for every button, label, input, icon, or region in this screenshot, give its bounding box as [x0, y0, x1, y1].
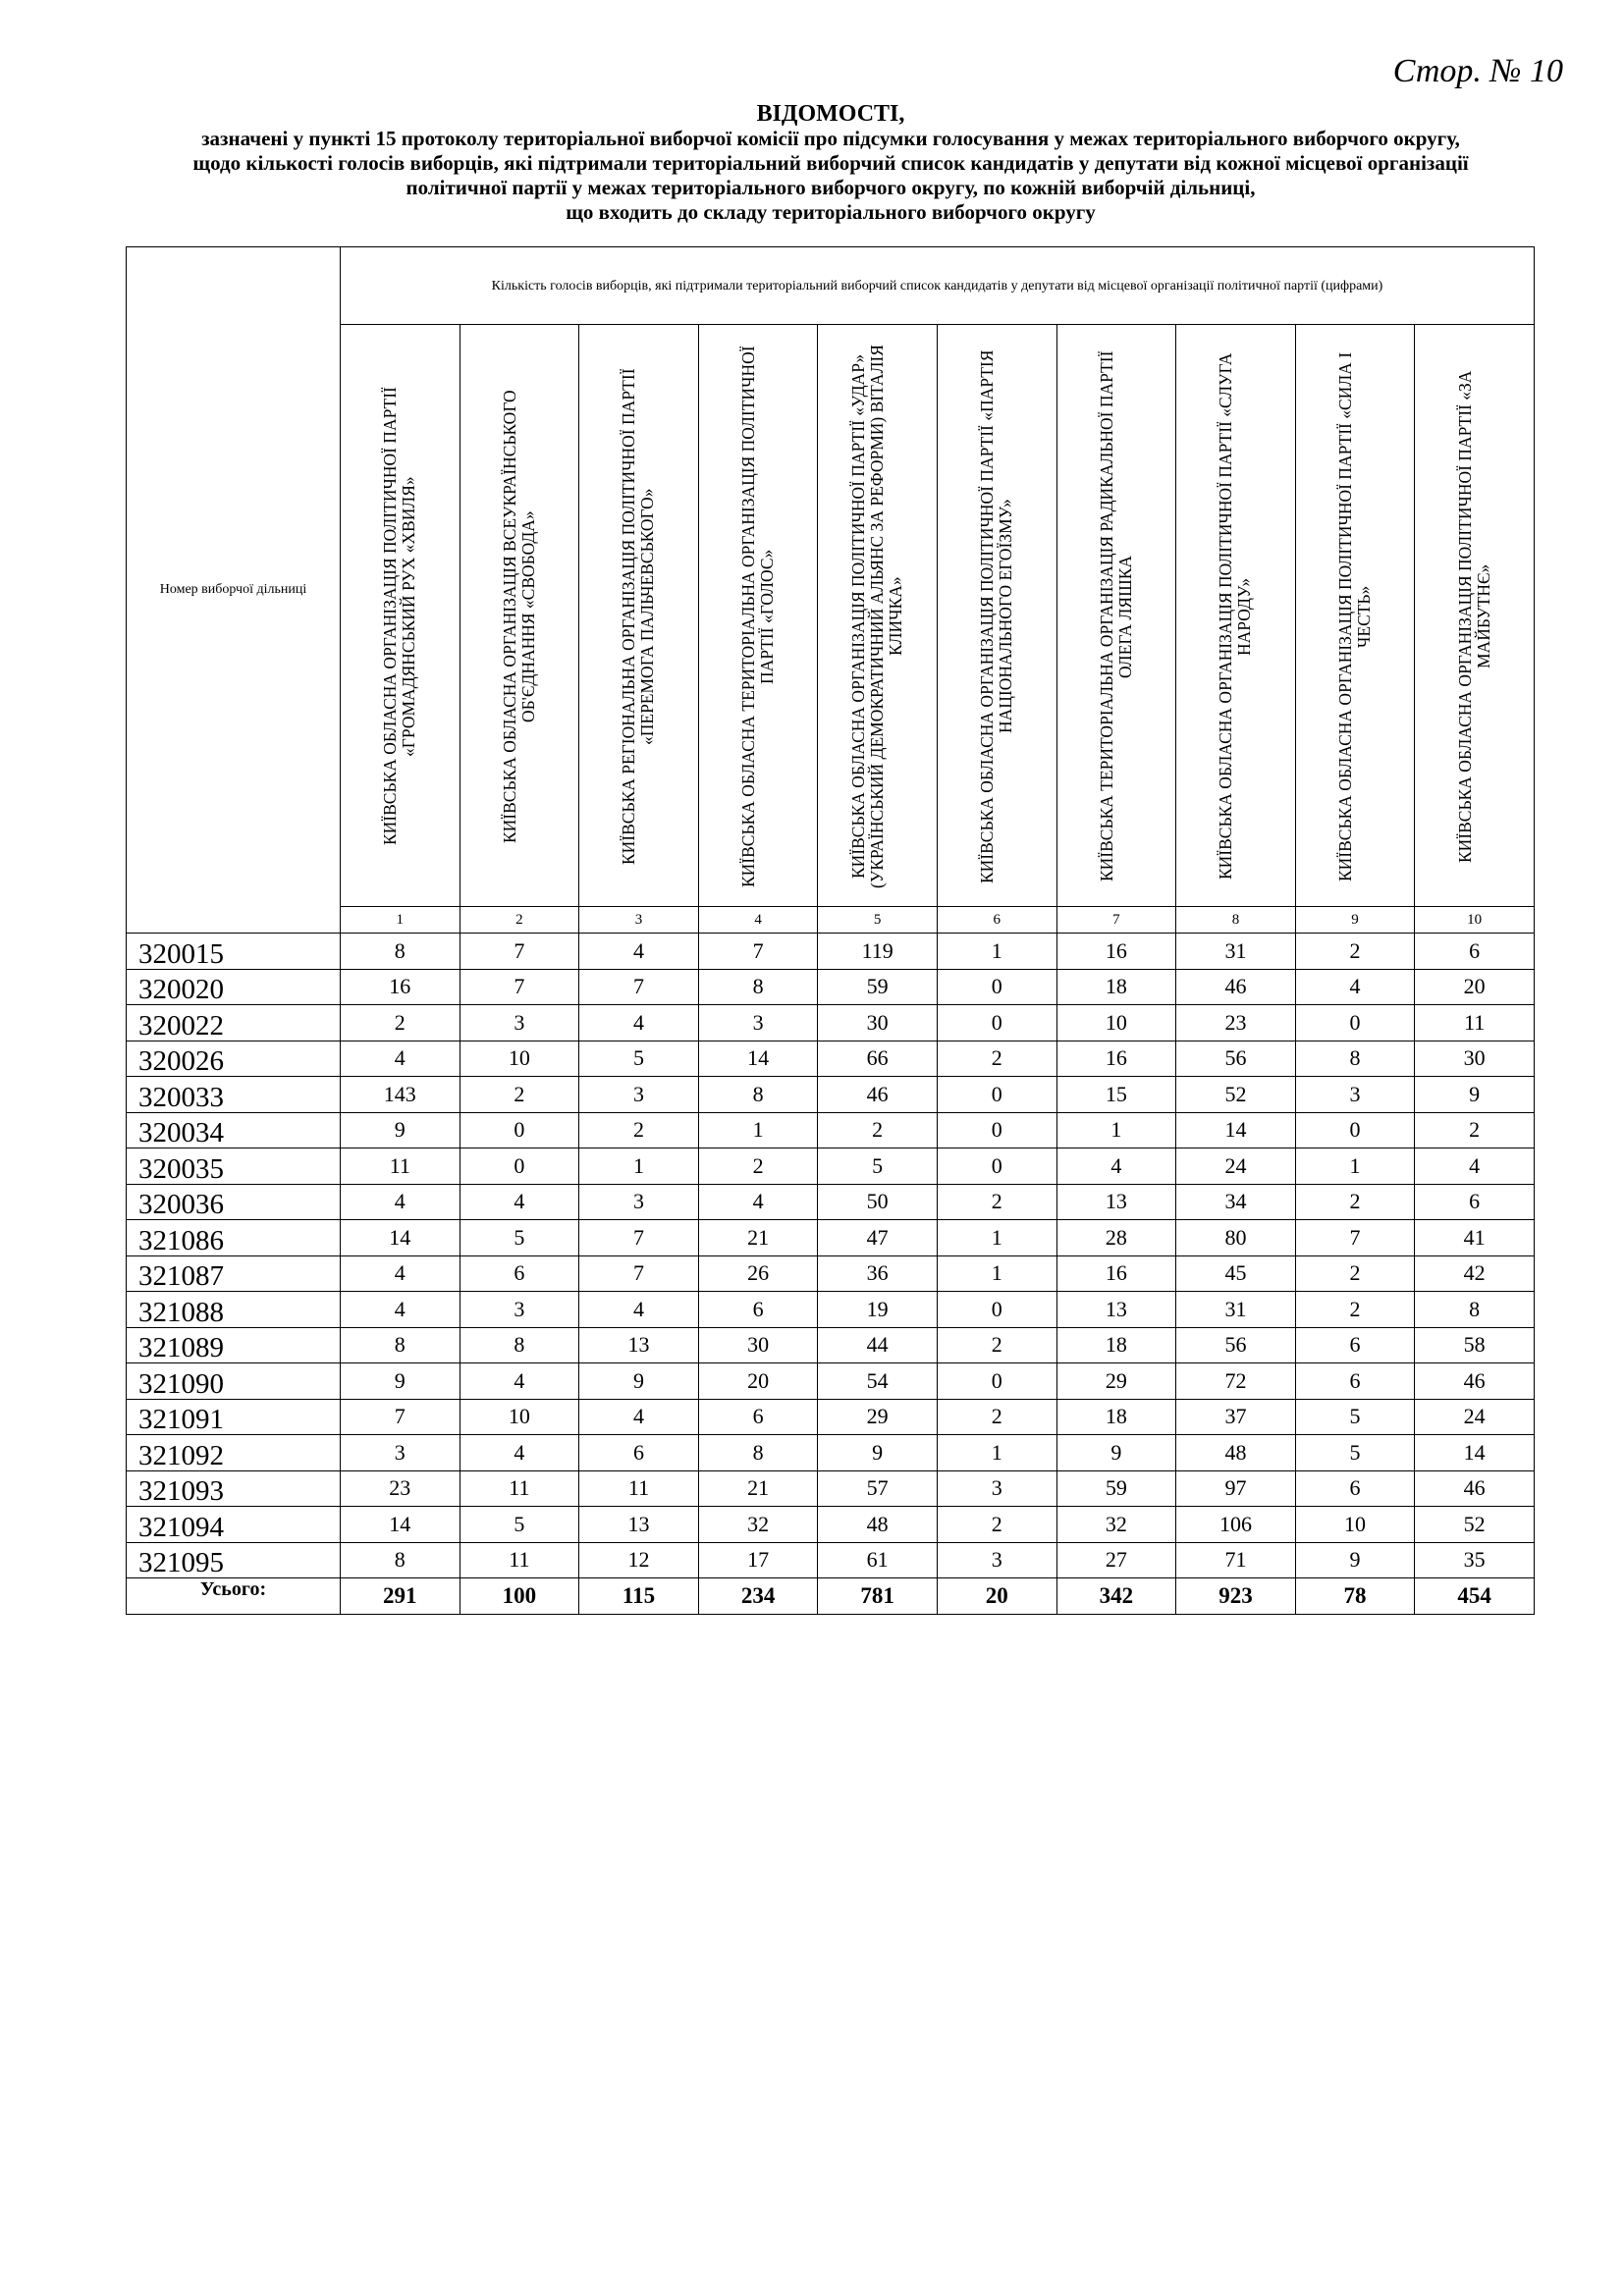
table-row — [127, 1363, 1535, 1400]
vote-count-cell: 2 — [937, 1507, 1056, 1543]
vote-count-cell: 16 — [1056, 1255, 1176, 1292]
vote-count-cell: 16 — [1056, 1041, 1176, 1077]
vote-count-cell: 97 — [1176, 1470, 1296, 1507]
vote-count-cell: 14 — [698, 1041, 818, 1077]
vote-count-cell: 30 — [698, 1327, 818, 1363]
vote-count-cell: 4 — [1056, 1148, 1176, 1185]
vote-count-cell: 8 — [1415, 1292, 1535, 1328]
vote-count-cell: 7 — [460, 969, 579, 1005]
document-subtitle-line: політичної партії у межах територіального виборчого округу, по кожній виборчій дільниці, — [406, 176, 1256, 199]
party-name: КИЇВСЬКА ОБЛАСНА ОРГАНІЗАЦІЯ ПОЛІТИЧНОЇ ПАРТІЇ «СЛУГА НАРОДУ» — [1216, 352, 1255, 881]
vote-count-cell: 35 — [1415, 1542, 1535, 1578]
vote-count-cell: 24 — [1415, 1399, 1535, 1435]
station-header: Номер виборчої дільниці — [127, 247, 341, 934]
total-cell: 234 — [698, 1578, 818, 1615]
vote-count-cell: 5 — [1295, 1435, 1415, 1471]
column-number: 6 — [937, 907, 1056, 934]
vote-count-cell: 46 — [1415, 1363, 1535, 1400]
vote-count-cell: 7 — [579, 1220, 699, 1256]
vote-count-cell: 4 — [460, 1184, 579, 1220]
vote-count-cell: 11 — [579, 1470, 699, 1507]
vote-count-cell: 46 — [818, 1077, 938, 1113]
vote-count-cell: 0 — [460, 1148, 579, 1185]
vote-count-cell: 57 — [818, 1470, 938, 1507]
vote-count-cell: 1 — [1295, 1148, 1415, 1185]
total-cell: 342 — [1056, 1578, 1176, 1615]
vote-count-cell: 11 — [460, 1542, 579, 1578]
table-row — [127, 1399, 1535, 1435]
table-row — [127, 1148, 1535, 1185]
vote-count-cell: 34 — [1176, 1184, 1296, 1220]
vote-count-cell: 4 — [460, 1435, 579, 1471]
vote-count-cell: 11 — [460, 1470, 579, 1507]
vote-count-cell: 2 — [341, 1005, 460, 1041]
vote-count-cell: 1 — [937, 1255, 1056, 1292]
vote-count-cell: 8 — [341, 1542, 460, 1578]
station-number: 321088 — [127, 1292, 341, 1328]
vote-count-cell: 13 — [579, 1507, 699, 1543]
vote-count-cell: 8 — [698, 1435, 818, 1471]
vote-count-cell: 27 — [1056, 1542, 1176, 1578]
vote-count-cell: 3 — [937, 1542, 1056, 1578]
vote-count-cell: 10 — [460, 1041, 579, 1077]
vote-count-cell: 4 — [341, 1041, 460, 1077]
total-label: Усього: — [127, 1578, 341, 1615]
column-number: 8 — [1176, 907, 1296, 934]
vote-count-cell: 10 — [460, 1399, 579, 1435]
total-cell: 923 — [1176, 1578, 1296, 1615]
total-cell: 781 — [818, 1578, 938, 1615]
party-header-cell — [1295, 325, 1415, 907]
vote-count-cell: 7 — [579, 969, 699, 1005]
vote-count-cell: 59 — [818, 969, 938, 1005]
vote-count-cell: 56 — [1176, 1327, 1296, 1363]
vote-count-cell: 61 — [818, 1542, 938, 1578]
vote-count-cell: 0 — [937, 1363, 1056, 1400]
table-row — [127, 1184, 1535, 1220]
vote-count-cell: 36 — [818, 1255, 938, 1292]
vote-count-cell: 29 — [1056, 1363, 1176, 1400]
station-number: 321089 — [127, 1327, 341, 1363]
vote-count-cell: 52 — [1176, 1077, 1296, 1113]
party-name: КИЇВСЬКА ОБЛАСНА ОРГАНІЗАЦІЯ ПОЛІТИЧНОЇ ПАРТІЇ «СИЛА І ЧЕСТЬ» — [1335, 351, 1375, 881]
vote-count-cell: 6 — [579, 1435, 699, 1471]
party-name: КИЇВСЬКА ОБЛАСНА ТЕРИТОРІАЛЬНА ОРГАНІЗАЦІЯ ПОЛІТИЧНОЇ ПАРТІЇ «ГОЛОС» — [738, 346, 778, 887]
station-number: 320026 — [127, 1041, 341, 1077]
vote-count-cell: 9 — [1295, 1542, 1415, 1578]
vote-count-cell: 72 — [1176, 1363, 1296, 1400]
table-row — [127, 1112, 1535, 1148]
party-name: КИЇВСЬКА РЕГІОНАЛЬНА ОРГАНІЗАЦІЯ ПОЛІТИЧНОЇ ПАРТІЇ «ПЕРЕМОГА ПАЛЬЧЕВСЬКОГО» — [619, 368, 658, 865]
vote-count-cell: 0 — [937, 1148, 1056, 1185]
party-name: КИЇВСЬКА ОБЛАСНА ОРГАНІЗАЦІЯ ПОЛІТИЧНОЇ ПАРТІЇ «ЗА МАЙБУТНЄ» — [1454, 370, 1493, 863]
vote-count-cell: 2 — [937, 1399, 1056, 1435]
station-number: 321090 — [127, 1363, 341, 1400]
vote-count-cell: 37 — [1176, 1399, 1296, 1435]
table-row — [127, 1435, 1535, 1471]
vote-count-cell: 6 — [1415, 1184, 1535, 1220]
vote-count-cell: 3 — [579, 1184, 699, 1220]
vote-count-cell: 48 — [1176, 1435, 1296, 1471]
party-header-cell — [698, 325, 818, 907]
document-header — [88, 102, 1573, 225]
document-subtitle-line: зазначені у пункті 15 протоколу територіальної виборчої комісії про підсумки голосування у межах територіального виборчого округу, — [201, 127, 1460, 150]
vote-count-cell: 54 — [818, 1363, 938, 1400]
vote-count-cell: 6 — [698, 1399, 818, 1435]
total-cell: 100 — [460, 1578, 579, 1615]
vote-count-cell: 32 — [1056, 1507, 1176, 1543]
party-header-cell — [1415, 325, 1535, 907]
vote-count-cell: 3 — [341, 1435, 460, 1471]
vote-count-cell: 7 — [698, 934, 818, 970]
vote-count-cell: 50 — [818, 1184, 938, 1220]
vote-count-cell: 19 — [818, 1292, 938, 1328]
vote-count-cell: 44 — [818, 1327, 938, 1363]
total-cell: 115 — [579, 1578, 699, 1615]
vote-count-cell: 9 — [579, 1363, 699, 1400]
vote-count-cell: 14 — [341, 1220, 460, 1256]
column-number: 2 — [460, 907, 579, 934]
table-row — [127, 1005, 1535, 1041]
vote-count-cell: 6 — [1295, 1363, 1415, 1400]
vote-count-cell: 20 — [698, 1363, 818, 1400]
vote-count-cell: 6 — [1295, 1327, 1415, 1363]
vote-count-cell: 12 — [579, 1542, 699, 1578]
vote-count-cell: 1 — [1056, 1112, 1176, 1148]
vote-count-cell: 10 — [1056, 1005, 1176, 1041]
station-number: 321093 — [127, 1470, 341, 1507]
vote-count-cell: 0 — [937, 1077, 1056, 1113]
vote-count-cell: 10 — [1295, 1507, 1415, 1543]
vote-count-cell: 8 — [341, 1327, 460, 1363]
vote-count-cell: 4 — [341, 1292, 460, 1328]
vote-count-cell: 2 — [1415, 1112, 1535, 1148]
vote-count-cell: 9 — [341, 1112, 460, 1148]
vote-count-cell: 21 — [698, 1470, 818, 1507]
document-subtitle-line: що входить до складу територіального виборчого округу — [566, 200, 1096, 224]
vote-count-cell: 1 — [698, 1112, 818, 1148]
vote-count-cell: 2 — [1295, 1255, 1415, 1292]
vote-count-cell: 0 — [937, 1005, 1056, 1041]
vote-count-cell: 16 — [341, 969, 460, 1005]
vote-count-cell: 0 — [937, 1112, 1056, 1148]
totals-row — [127, 1578, 1535, 1615]
vote-count-cell: 5 — [1295, 1399, 1415, 1435]
column-number: 10 — [1415, 907, 1535, 934]
vote-count-cell: 52 — [1415, 1507, 1535, 1543]
vote-count-cell: 2 — [1295, 1184, 1415, 1220]
vote-count-cell: 143 — [341, 1077, 460, 1113]
vote-count-cell: 3 — [698, 1005, 818, 1041]
table-row — [127, 1470, 1535, 1507]
vote-count-cell: 8 — [341, 934, 460, 970]
vote-count-cell: 9 — [1415, 1077, 1535, 1113]
vote-count-cell: 23 — [341, 1470, 460, 1507]
vote-count-cell: 2 — [818, 1112, 938, 1148]
table-row — [127, 1542, 1535, 1578]
vote-count-cell: 4 — [1295, 969, 1415, 1005]
party-header-cell — [937, 325, 1056, 907]
vote-count-cell: 9 — [818, 1435, 938, 1471]
station-number: 321092 — [127, 1435, 341, 1471]
vote-count-cell: 66 — [818, 1041, 938, 1077]
vote-count-cell: 3 — [937, 1470, 1056, 1507]
page-number: Стор. № 10 — [1392, 53, 1563, 89]
vote-count-cell: 4 — [698, 1184, 818, 1220]
table-row — [127, 1077, 1535, 1113]
column-number: 9 — [1295, 907, 1415, 934]
vote-count-cell: 14 — [1176, 1112, 1296, 1148]
vote-count-cell: 0 — [937, 1292, 1056, 1328]
vote-count-cell: 5 — [460, 1220, 579, 1256]
vote-count-cell: 2 — [460, 1077, 579, 1113]
vote-count-cell: 119 — [818, 934, 938, 970]
vote-count-cell: 4 — [341, 1255, 460, 1292]
station-number: 320036 — [127, 1184, 341, 1220]
vote-count-cell: 3 — [460, 1292, 579, 1328]
station-number: 321095 — [127, 1542, 341, 1578]
vote-count-cell: 13 — [1056, 1292, 1176, 1328]
vote-count-cell: 59 — [1056, 1470, 1176, 1507]
station-number: 320015 — [127, 934, 341, 970]
vote-count-cell: 46 — [1415, 1470, 1535, 1507]
vote-count-cell: 1 — [937, 1435, 1056, 1471]
vote-count-cell: 45 — [1176, 1255, 1296, 1292]
table-row — [127, 1327, 1535, 1363]
vote-count-cell: 7 — [1295, 1220, 1415, 1256]
vote-count-cell: 16 — [1056, 934, 1176, 970]
party-header-cell — [818, 325, 938, 907]
vote-count-cell: 14 — [341, 1507, 460, 1543]
table-row — [127, 1041, 1535, 1077]
party-header-cell — [341, 325, 460, 907]
vote-count-cell: 24 — [1176, 1148, 1296, 1185]
station-number: 321091 — [127, 1399, 341, 1435]
vote-count-cell: 5 — [818, 1148, 938, 1185]
column-number: 7 — [1056, 907, 1176, 934]
table-row — [127, 1255, 1535, 1292]
vote-count-cell: 26 — [698, 1255, 818, 1292]
vote-count-cell: 8 — [460, 1327, 579, 1363]
vote-count-cell: 14 — [1415, 1435, 1535, 1471]
column-number: 4 — [698, 907, 818, 934]
party-name: КИЇВСЬКА ОБЛАСНА ОРГАНІЗАЦІЯ ВСЕУКРАЇНСЬКОГО ОБ'ЄДНАННЯ «СВОБОДА» — [499, 390, 538, 843]
vote-count-cell: 56 — [1176, 1041, 1296, 1077]
vote-count-cell: 2 — [579, 1112, 699, 1148]
vote-count-cell: 13 — [579, 1327, 699, 1363]
vote-count-cell: 41 — [1415, 1220, 1535, 1256]
party-header-cell — [1056, 325, 1176, 907]
table-row — [127, 934, 1535, 970]
vote-count-cell: 15 — [1056, 1077, 1176, 1113]
vote-count-cell: 2 — [937, 1327, 1056, 1363]
vote-count-cell: 3 — [579, 1077, 699, 1113]
station-number: 320035 — [127, 1148, 341, 1185]
vote-count-cell: 2 — [937, 1184, 1056, 1220]
vote-count-cell: 2 — [698, 1148, 818, 1185]
party-name: КИЇВСЬКА ОБЛАСНА ОРГАНІЗАЦІЯ ПОЛІТИЧНОЇ ПАРТІЇ «ПАРТІЯ НАЦІОНАЛЬНОГО ЕГОЇЗМУ» — [977, 349, 1016, 883]
vote-count-cell: 8 — [698, 969, 818, 1005]
vote-count-cell: 30 — [1415, 1041, 1535, 1077]
party-header-cell — [460, 325, 579, 907]
vote-count-cell: 23 — [1176, 1005, 1296, 1041]
station-number: 320022 — [127, 1005, 341, 1041]
station-number: 321086 — [127, 1220, 341, 1256]
vote-count-cell: 6 — [698, 1292, 818, 1328]
vote-count-cell: 5 — [579, 1041, 699, 1077]
station-number: 321087 — [127, 1255, 341, 1292]
vote-count-cell: 6 — [460, 1255, 579, 1292]
table-row — [127, 1507, 1535, 1543]
vote-count-cell: 0 — [1295, 1005, 1415, 1041]
party-header-cell — [1176, 325, 1296, 907]
total-cell: 78 — [1295, 1578, 1415, 1615]
table-row — [127, 969, 1535, 1005]
vote-count-cell: 32 — [698, 1507, 818, 1543]
party-name: КИЇВСЬКА ОБЛАСНА ОРГАНІЗАЦІЯ ПОЛІТИЧНОЇ ПАРТІЇ «ГРОМАДЯНСЬКИЙ РУХ «ХВИЛЯ» — [380, 387, 419, 846]
total-cell: 454 — [1415, 1578, 1535, 1615]
results-table — [126, 246, 1535, 1615]
station-number: 320034 — [127, 1112, 341, 1148]
vote-count-cell: 2 — [1295, 1292, 1415, 1328]
column-number: 3 — [579, 907, 699, 934]
vote-count-cell: 18 — [1056, 1399, 1176, 1435]
vote-count-cell: 4 — [1415, 1148, 1535, 1185]
vote-count-cell: 4 — [579, 1005, 699, 1041]
column-number: 5 — [818, 907, 938, 934]
vote-count-cell: 20 — [1415, 969, 1535, 1005]
vote-count-cell: 8 — [698, 1077, 818, 1113]
vote-count-cell: 48 — [818, 1507, 938, 1543]
vote-count-cell: 4 — [579, 934, 699, 970]
vote-count-cell: 30 — [818, 1005, 938, 1041]
vote-count-cell: 1 — [937, 934, 1056, 970]
vote-count-cell: 31 — [1176, 934, 1296, 970]
vote-count-cell: 4 — [460, 1363, 579, 1400]
vote-count-cell: 4 — [341, 1184, 460, 1220]
vote-count-cell: 0 — [937, 969, 1056, 1005]
vote-count-cell: 71 — [1176, 1542, 1296, 1578]
vote-count-cell: 1 — [579, 1148, 699, 1185]
document-title: ВІДОМОСТІ, — [756, 101, 905, 127]
vote-count-cell: 6 — [1295, 1470, 1415, 1507]
vote-count-cell: 18 — [1056, 969, 1176, 1005]
table-row — [127, 1220, 1535, 1256]
vote-count-cell: 7 — [460, 934, 579, 970]
vote-count-cell: 4 — [579, 1292, 699, 1328]
table-row — [127, 1292, 1535, 1328]
total-cell: 291 — [341, 1578, 460, 1615]
vote-count-cell: 3 — [460, 1005, 579, 1041]
document-subtitle-line: щодо кількості голосів виборців, які підтримали територіальний виборчий список кандидатів у депутати від кожної місцевої організації — [192, 151, 1469, 175]
vote-count-cell: 58 — [1415, 1327, 1535, 1363]
vote-count-cell: 1 — [937, 1220, 1056, 1256]
vote-count-cell: 13 — [1056, 1184, 1176, 1220]
vote-count-cell: 47 — [818, 1220, 938, 1256]
table-header-row — [127, 247, 1535, 325]
vote-count-cell: 5 — [460, 1507, 579, 1543]
party-header-cell — [579, 325, 699, 907]
vote-count-cell: 7 — [341, 1399, 460, 1435]
vote-count-cell: 9 — [341, 1363, 460, 1400]
votes-group-header: Кількість голосів виборців, які підтримали територіальний виборчий список кандидатів у депутати від місцевої організації політичної партії (цифрами) — [341, 247, 1535, 325]
vote-count-cell: 106 — [1176, 1507, 1296, 1543]
vote-count-cell: 0 — [460, 1112, 579, 1148]
station-number: 320020 — [127, 969, 341, 1005]
vote-count-cell: 4 — [579, 1399, 699, 1435]
vote-count-cell: 3 — [1295, 1077, 1415, 1113]
total-cell: 20 — [937, 1578, 1056, 1615]
column-number: 1 — [341, 907, 460, 934]
vote-count-cell: 8 — [1295, 1041, 1415, 1077]
vote-count-cell: 2 — [1295, 934, 1415, 970]
vote-count-cell: 7 — [579, 1255, 699, 1292]
vote-count-cell: 18 — [1056, 1327, 1176, 1363]
vote-count-cell: 80 — [1176, 1220, 1296, 1256]
station-number: 320033 — [127, 1077, 341, 1113]
vote-count-cell: 11 — [341, 1148, 460, 1185]
party-name: КИЇВСЬКА ТЕРИТОРІАЛЬНА ОРГАНІЗАЦІЯ РАДИКАЛЬНОЇ ПАРТІЇ ОЛЕГА ЛЯШКА — [1096, 350, 1135, 882]
vote-count-cell: 0 — [1295, 1112, 1415, 1148]
vote-count-cell: 6 — [1415, 934, 1535, 970]
vote-count-cell: 46 — [1176, 969, 1296, 1005]
vote-count-cell: 9 — [1056, 1435, 1176, 1471]
station-number: 321094 — [127, 1507, 341, 1543]
vote-count-cell: 17 — [698, 1542, 818, 1578]
party-name: КИЇВСЬКА ОБЛАСНА ОРГАНІЗАЦІЯ ПОЛІТИЧНОЇ ПАРТІЇ «УДАР» (УКРАЇНСЬКИЙ ДЕМОКРАТИЧНИЙ АЛЬЯНС ЗА РЕФОРМИ) ВІТАЛІЯ КЛИЧКА» — [848, 345, 906, 888]
vote-count-cell: 11 — [1415, 1005, 1535, 1041]
vote-count-cell: 31 — [1176, 1292, 1296, 1328]
vote-count-cell: 28 — [1056, 1220, 1176, 1256]
vote-count-cell: 21 — [698, 1220, 818, 1256]
vote-count-cell: 2 — [937, 1041, 1056, 1077]
table-body — [127, 934, 1535, 1578]
vote-count-cell: 29 — [818, 1399, 938, 1435]
vote-count-cell: 42 — [1415, 1255, 1535, 1292]
